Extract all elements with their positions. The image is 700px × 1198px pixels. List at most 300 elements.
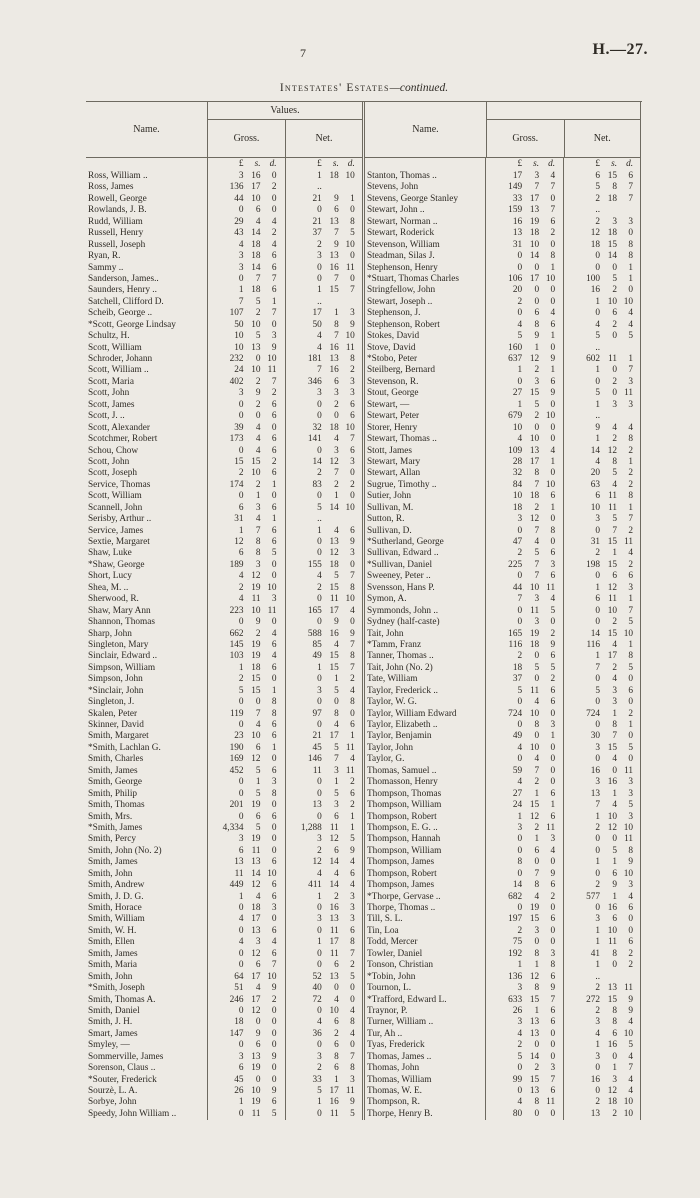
- gross-pence: 6: [271, 891, 277, 902]
- net-pence: 4: [350, 1005, 355, 1016]
- net-pounds: 100: [586, 273, 601, 284]
- net-pence: 10: [345, 239, 355, 250]
- net-pounds: 2: [595, 1005, 601, 1016]
- gross-pence: 6: [271, 525, 277, 536]
- gross-pence: 0: [271, 914, 277, 925]
- estate-name: Skinner, David: [86, 720, 208, 731]
- table-row: [365, 1086, 640, 1097]
- table-row: [365, 629, 640, 640]
- table-row: [86, 480, 362, 491]
- net-value: [285, 548, 362, 559]
- gross-pence: 6: [271, 731, 277, 742]
- gross-pence: 4: [271, 216, 277, 227]
- table-row: [365, 263, 640, 274]
- net-pounds: 0: [595, 845, 601, 856]
- table-row: [365, 1052, 640, 1063]
- net-value: [563, 537, 640, 548]
- gross-value: [486, 651, 563, 662]
- gross-value: [486, 205, 563, 216]
- net-pounds: 116: [586, 639, 601, 650]
- net-value: [285, 651, 362, 662]
- net-pounds: 0: [595, 834, 601, 845]
- net-shillings: 18: [607, 193, 618, 204]
- gross-value: [486, 606, 563, 617]
- net-shillings: 3: [334, 388, 339, 399]
- net-shillings: 15: [607, 994, 618, 1005]
- table-left-half: [86, 102, 363, 1120]
- gross-pence: 5: [271, 548, 277, 559]
- net-shillings: 10: [607, 296, 618, 307]
- gross-value: [486, 914, 563, 925]
- gross-pence: 2: [271, 388, 277, 399]
- net-pounds: 1: [317, 1097, 322, 1108]
- estate-name: Taylor, Benjamin: [365, 731, 486, 742]
- gross-shillings: 7: [534, 571, 540, 582]
- net-value: [285, 903, 362, 914]
- net-value: [563, 480, 640, 491]
- gross-pence: 0: [271, 1017, 277, 1028]
- net-pence: 6: [350, 868, 355, 879]
- gross-value: [208, 1052, 285, 1063]
- gross-value: [486, 537, 563, 548]
- net-pounds: 1: [595, 399, 601, 410]
- net-pounds: 52: [312, 971, 322, 982]
- estate-name: Sorenson, Claus ..: [86, 1063, 208, 1074]
- gross-value: [486, 823, 563, 834]
- net-pence: 6: [350, 720, 355, 730]
- net-pence: 1: [350, 731, 355, 742]
- net-pence: 7: [350, 434, 355, 445]
- gross-pounds: 18: [512, 502, 523, 513]
- gross-value: [208, 594, 285, 605]
- gross-pence: 0: [550, 537, 556, 547]
- gross-shillings: 10: [251, 193, 261, 204]
- gross-value: [208, 731, 285, 742]
- estate-name: *Sutherland, George: [365, 537, 486, 548]
- gross-pounds: 0: [517, 903, 523, 913]
- net-pounds: ..: [595, 971, 601, 982]
- gross-shillings: 5: [534, 662, 540, 673]
- table-row: [365, 285, 640, 296]
- estate-name: Stout, George: [365, 388, 486, 399]
- page-reference: H.—27.: [592, 41, 648, 58]
- net-value: [563, 468, 640, 479]
- net-pounds: 0: [595, 720, 601, 730]
- net-pence: 5: [628, 662, 634, 673]
- gross-value: [486, 983, 563, 994]
- net-pounds: 3: [317, 914, 322, 925]
- net-value: [563, 526, 640, 537]
- net-pounds: 4: [317, 571, 322, 582]
- gross-pounds: 33: [512, 193, 523, 204]
- net-value: [563, 205, 640, 216]
- gross-pounds: 0: [517, 834, 523, 845]
- gross-value: [486, 1006, 563, 1017]
- table-row: [365, 1109, 640, 1120]
- table-row: [365, 960, 640, 971]
- estate-name: Speedy, John William ..: [86, 1109, 208, 1120]
- net-pence: 5: [628, 742, 634, 753]
- net-pounds: 411: [308, 880, 322, 891]
- gross-pounds: 44: [512, 582, 523, 593]
- net-value: [285, 320, 362, 331]
- gross-pence: 6: [550, 548, 556, 559]
- net-value: [285, 926, 362, 937]
- net-shillings: 9: [334, 193, 339, 204]
- net-pence: 10: [345, 171, 355, 181]
- net-shillings: 1: [612, 708, 618, 719]
- net-shillings: 2: [334, 891, 339, 902]
- gross-pence: 8: [550, 960, 556, 971]
- gross-pence: 3: [550, 559, 556, 570]
- gross-pounds: 0: [238, 411, 244, 422]
- net-value: [563, 228, 640, 239]
- gross-pence: 5: [550, 662, 556, 673]
- net-value: [285, 972, 362, 983]
- estate-name: Sydney (half-caste): [365, 617, 486, 628]
- net-pounds: 10: [590, 502, 601, 513]
- net-pence: 10: [623, 296, 634, 307]
- gross-pence: 1: [550, 365, 556, 376]
- net-pounds: 1: [595, 1040, 601, 1051]
- net-pence: 3: [628, 811, 634, 822]
- gross-pence: 6: [550, 685, 556, 696]
- gross-shillings: 19: [251, 582, 261, 593]
- estate-name: Taylor, Elizabeth ..: [365, 720, 486, 731]
- estate-name: Thompson, Thomas: [365, 789, 486, 800]
- estate-name: Taylor, W. G.: [365, 697, 486, 708]
- gross-value: [208, 377, 285, 388]
- gross-shillings: 10: [529, 239, 540, 250]
- gross-pence: 0: [550, 1108, 556, 1119]
- net-shillings: 4: [612, 479, 618, 490]
- table-row: [86, 972, 362, 983]
- gross-value: [208, 983, 285, 994]
- table-row: [365, 1017, 640, 1028]
- gross-pence: 6: [550, 971, 556, 982]
- gross-value: [208, 1109, 285, 1120]
- estate-name: Stanton, Thomas ..: [365, 171, 486, 182]
- gross-shillings: 13: [529, 445, 540, 456]
- net-shillings: 11: [329, 822, 339, 833]
- net-value: [285, 194, 362, 205]
- estate-name: Service, James: [86, 526, 208, 537]
- gross-pounds: 23: [234, 731, 244, 742]
- gross-pence: 6: [271, 502, 277, 513]
- gross-pounds: 3: [238, 834, 244, 845]
- net-value: [285, 777, 362, 788]
- net-value: [285, 983, 362, 994]
- net-pounds: 0: [317, 537, 322, 547]
- table-row: [86, 331, 362, 342]
- values-header-blank: [487, 102, 640, 120]
- gross-pence: 0: [271, 491, 277, 502]
- currency-unit-row: [86, 158, 362, 171]
- net-shillings: 15: [607, 239, 618, 250]
- gross-shillings: 7: [534, 182, 540, 193]
- gross-pence: 1: [550, 502, 556, 513]
- net-pounds: 0: [317, 273, 322, 284]
- gross-pounds: 165: [508, 628, 523, 639]
- net-value: [285, 686, 362, 697]
- gross-pounds: 1: [238, 891, 244, 902]
- estate-name: Taylor, Frederick ..: [365, 686, 486, 697]
- gross-shillings: 6: [255, 742, 261, 753]
- estate-name: Smith, Daniel: [86, 1006, 208, 1017]
- table-row: [86, 434, 362, 445]
- estate-name: Sugrue, Timothy ..: [365, 480, 486, 491]
- gross-pounds: 0: [517, 571, 523, 582]
- net-pounds: 9: [595, 422, 601, 433]
- net-shillings: 1: [612, 857, 618, 868]
- gross-shillings: 15: [251, 685, 261, 696]
- gross-pence: 5: [550, 605, 556, 616]
- gross-pence: 0: [271, 205, 277, 216]
- table-row: [86, 937, 362, 948]
- gross-shillings: 4: [255, 983, 261, 994]
- gross-shillings: 3: [255, 502, 261, 513]
- net-value: [285, 743, 362, 754]
- estate-name: *Tamm, Franz: [365, 640, 486, 651]
- net-pounds: 3: [595, 1051, 601, 1062]
- net-shillings: 8: [612, 1005, 618, 1016]
- net-value: [563, 217, 640, 228]
- net-pence: 1: [350, 193, 355, 204]
- net-value: [563, 423, 640, 434]
- gross-value: [486, 766, 563, 777]
- net-pounds: 3: [317, 251, 322, 262]
- net-shillings: 4: [334, 994, 339, 1005]
- net-pounds: 0: [317, 960, 322, 971]
- table-row: [365, 171, 640, 182]
- net-pounds: 18: [590, 239, 601, 250]
- net-value: [285, 846, 362, 857]
- net-pounds: 0: [317, 948, 322, 959]
- net-shillings: [600, 411, 617, 422]
- gross-pence: 0: [550, 1040, 556, 1051]
- gross-pence: 0: [271, 559, 277, 570]
- net-shillings: 16: [329, 903, 339, 913]
- net-shillings: 18: [607, 1097, 618, 1108]
- net-pounds: 17: [312, 308, 322, 319]
- net-pounds: 30: [590, 731, 601, 742]
- gross-pounds: 14: [512, 880, 523, 891]
- gross-value: [208, 1017, 285, 1028]
- net-pounds: 1: [317, 662, 322, 673]
- net-shillings: 3: [612, 685, 618, 696]
- gross-shillings: 11: [251, 1108, 261, 1119]
- gross-shillings: 17: [251, 914, 261, 925]
- net-shillings: 1: [612, 1063, 618, 1074]
- gross-shillings: 0: [534, 285, 540, 296]
- gross-value: [208, 354, 285, 365]
- gross-shillings: 13: [529, 205, 540, 216]
- net-pounds: 83: [312, 479, 322, 490]
- net-pounds: 0: [317, 903, 322, 913]
- gross-shillings: 4: [255, 445, 261, 456]
- estate-name: Ross, William ..: [86, 171, 208, 182]
- estate-name: Stephenson, Henry: [365, 263, 486, 274]
- table-row: [365, 926, 640, 937]
- gross-pounds: 637: [508, 354, 523, 364]
- gross-value: [208, 949, 285, 960]
- estate-name: Smith, Thomas: [86, 800, 208, 811]
- gross-pounds: 0: [238, 960, 244, 971]
- net-pounds: 0: [317, 720, 322, 730]
- net-pence: 4: [350, 605, 355, 616]
- gross-value: [486, 880, 563, 891]
- net-pounds: 1: [317, 891, 322, 902]
- gross-shillings: 7: [534, 765, 540, 776]
- gross-shillings: 8: [534, 880, 540, 891]
- net-pence: 1: [628, 273, 634, 284]
- net-pence: 0: [628, 697, 634, 708]
- gross-shillings: 15: [251, 456, 261, 467]
- gross-pence: 0: [271, 571, 277, 582]
- net-pounds: 0: [595, 868, 601, 879]
- net-pounds: 1: [317, 937, 322, 948]
- gross-shillings: 3: [534, 171, 540, 181]
- net-pounds: 11: [312, 765, 322, 776]
- net-pence: 9: [350, 1097, 355, 1108]
- gross-value: [208, 972, 285, 983]
- table-row: [86, 709, 362, 720]
- estate-name: Sutier, John: [365, 491, 486, 502]
- estate-name: Traynor, P.: [365, 1006, 486, 1017]
- gross-value: [486, 1075, 563, 1086]
- gross-pounds: 1: [517, 811, 523, 822]
- gross-value: [208, 823, 285, 834]
- gross-value: [486, 354, 563, 365]
- net-value: [563, 606, 640, 617]
- net-shillings: 16: [607, 903, 618, 913]
- intestates-estates-table: [86, 101, 642, 1120]
- gross-pence: 3: [271, 777, 277, 788]
- gross-pounds: 1: [517, 960, 523, 971]
- net-pounds: 2: [595, 822, 601, 833]
- gross-pence: 11: [267, 605, 277, 616]
- gross-pence: 0: [550, 239, 556, 250]
- net-pounds: 72: [312, 994, 322, 1005]
- net-value: [563, 1040, 640, 1051]
- gross-value: [486, 892, 563, 903]
- net-shillings: 5: [334, 742, 339, 753]
- net-pence: 2: [628, 468, 634, 479]
- net-pence: 4: [628, 548, 634, 559]
- net-shillings: 6: [334, 1040, 339, 1051]
- gross-pounds: 136: [229, 182, 244, 193]
- estate-name: Tur, Ah ..: [365, 1029, 486, 1040]
- net-shillings: 7: [612, 731, 618, 742]
- estate-name: Stewart, Thomas ..: [365, 434, 486, 445]
- table-row: [86, 880, 362, 891]
- net-value: [563, 972, 640, 983]
- gross-shillings: 6: [255, 1040, 261, 1051]
- table-row: [86, 1063, 362, 1074]
- net-value: [563, 457, 640, 468]
- gross-pounds: 7: [238, 296, 244, 307]
- net-pence: 6: [628, 571, 634, 582]
- net-value: [563, 503, 640, 514]
- name-column-header: Name.: [365, 102, 487, 157]
- net-pounds: 21: [312, 193, 322, 204]
- title-continued: —continued.: [389, 82, 449, 94]
- net-pence: 8: [350, 1063, 355, 1074]
- table-row: [86, 560, 362, 571]
- table-row: [86, 766, 362, 777]
- net-shillings: 3: [612, 1074, 618, 1085]
- net-pounds: 0: [317, 594, 322, 605]
- gross-pence: 0: [550, 514, 556, 525]
- gross-pounds: 10: [234, 331, 244, 342]
- estate-name: Stewart, Joseph ..: [365, 297, 486, 308]
- table-row: [86, 629, 362, 640]
- table-row: [365, 240, 640, 251]
- gross-value: [486, 789, 563, 800]
- net-pence: 9: [350, 845, 355, 856]
- gross-value: [208, 1097, 285, 1108]
- estate-name: Scott, William: [86, 343, 208, 354]
- gross-pence: 0: [550, 903, 556, 913]
- table-row: [365, 571, 640, 582]
- net-pence: [339, 182, 355, 193]
- table-row: [86, 663, 362, 674]
- net-value: [285, 995, 362, 1006]
- gross-pounds: 174: [229, 479, 244, 490]
- gross-pence: 7: [271, 308, 277, 319]
- gross-pounds: 160: [508, 342, 523, 353]
- gross-pounds: 0: [238, 925, 244, 936]
- gross-shillings: 7: [534, 559, 540, 570]
- gross-pounds: 20: [512, 285, 523, 296]
- table-row: [86, 297, 362, 308]
- gross-shillings: 8: [534, 1097, 540, 1108]
- table-row: [365, 423, 640, 434]
- gross-value: [208, 857, 285, 868]
- net-shillings: 16: [607, 777, 618, 788]
- net-pence: 4: [350, 754, 355, 765]
- gross-shillings: 13: [529, 1028, 540, 1039]
- estate-name: Smith, Mrs.: [86, 812, 208, 823]
- gross-value: [208, 926, 285, 937]
- estate-name: Shaw, Mary Ann: [86, 606, 208, 617]
- net-pence: 4: [628, 1074, 634, 1085]
- gross-pounds: 0: [238, 273, 244, 284]
- net-shillings: 4: [612, 754, 618, 765]
- net-pounds: 198: [586, 559, 601, 570]
- net-value: [285, 343, 362, 354]
- table-row: [86, 1086, 362, 1097]
- gross-value: [208, 571, 285, 582]
- gross-pounds: 37: [512, 674, 523, 685]
- net-shillings: 4: [334, 434, 339, 445]
- estate-name: Till, S. L.: [365, 914, 486, 925]
- table-row: [365, 789, 640, 800]
- gross-shillings: 17: [251, 994, 261, 1005]
- gross-shillings: 17: [251, 182, 261, 193]
- net-pounds: 2: [317, 468, 322, 479]
- net-pence: 7: [628, 1063, 634, 1074]
- net-pounds: 724: [586, 708, 601, 719]
- table-row: [365, 983, 640, 994]
- gross-pence: 7: [550, 182, 556, 193]
- estate-name: Sullivan, Edward ..: [365, 548, 486, 559]
- gross-shillings: 8: [534, 983, 540, 994]
- table-row: [365, 606, 640, 617]
- net-value: [563, 182, 640, 193]
- net-pounds: 2: [317, 582, 322, 593]
- shillings-symbol: s.: [254, 159, 261, 169]
